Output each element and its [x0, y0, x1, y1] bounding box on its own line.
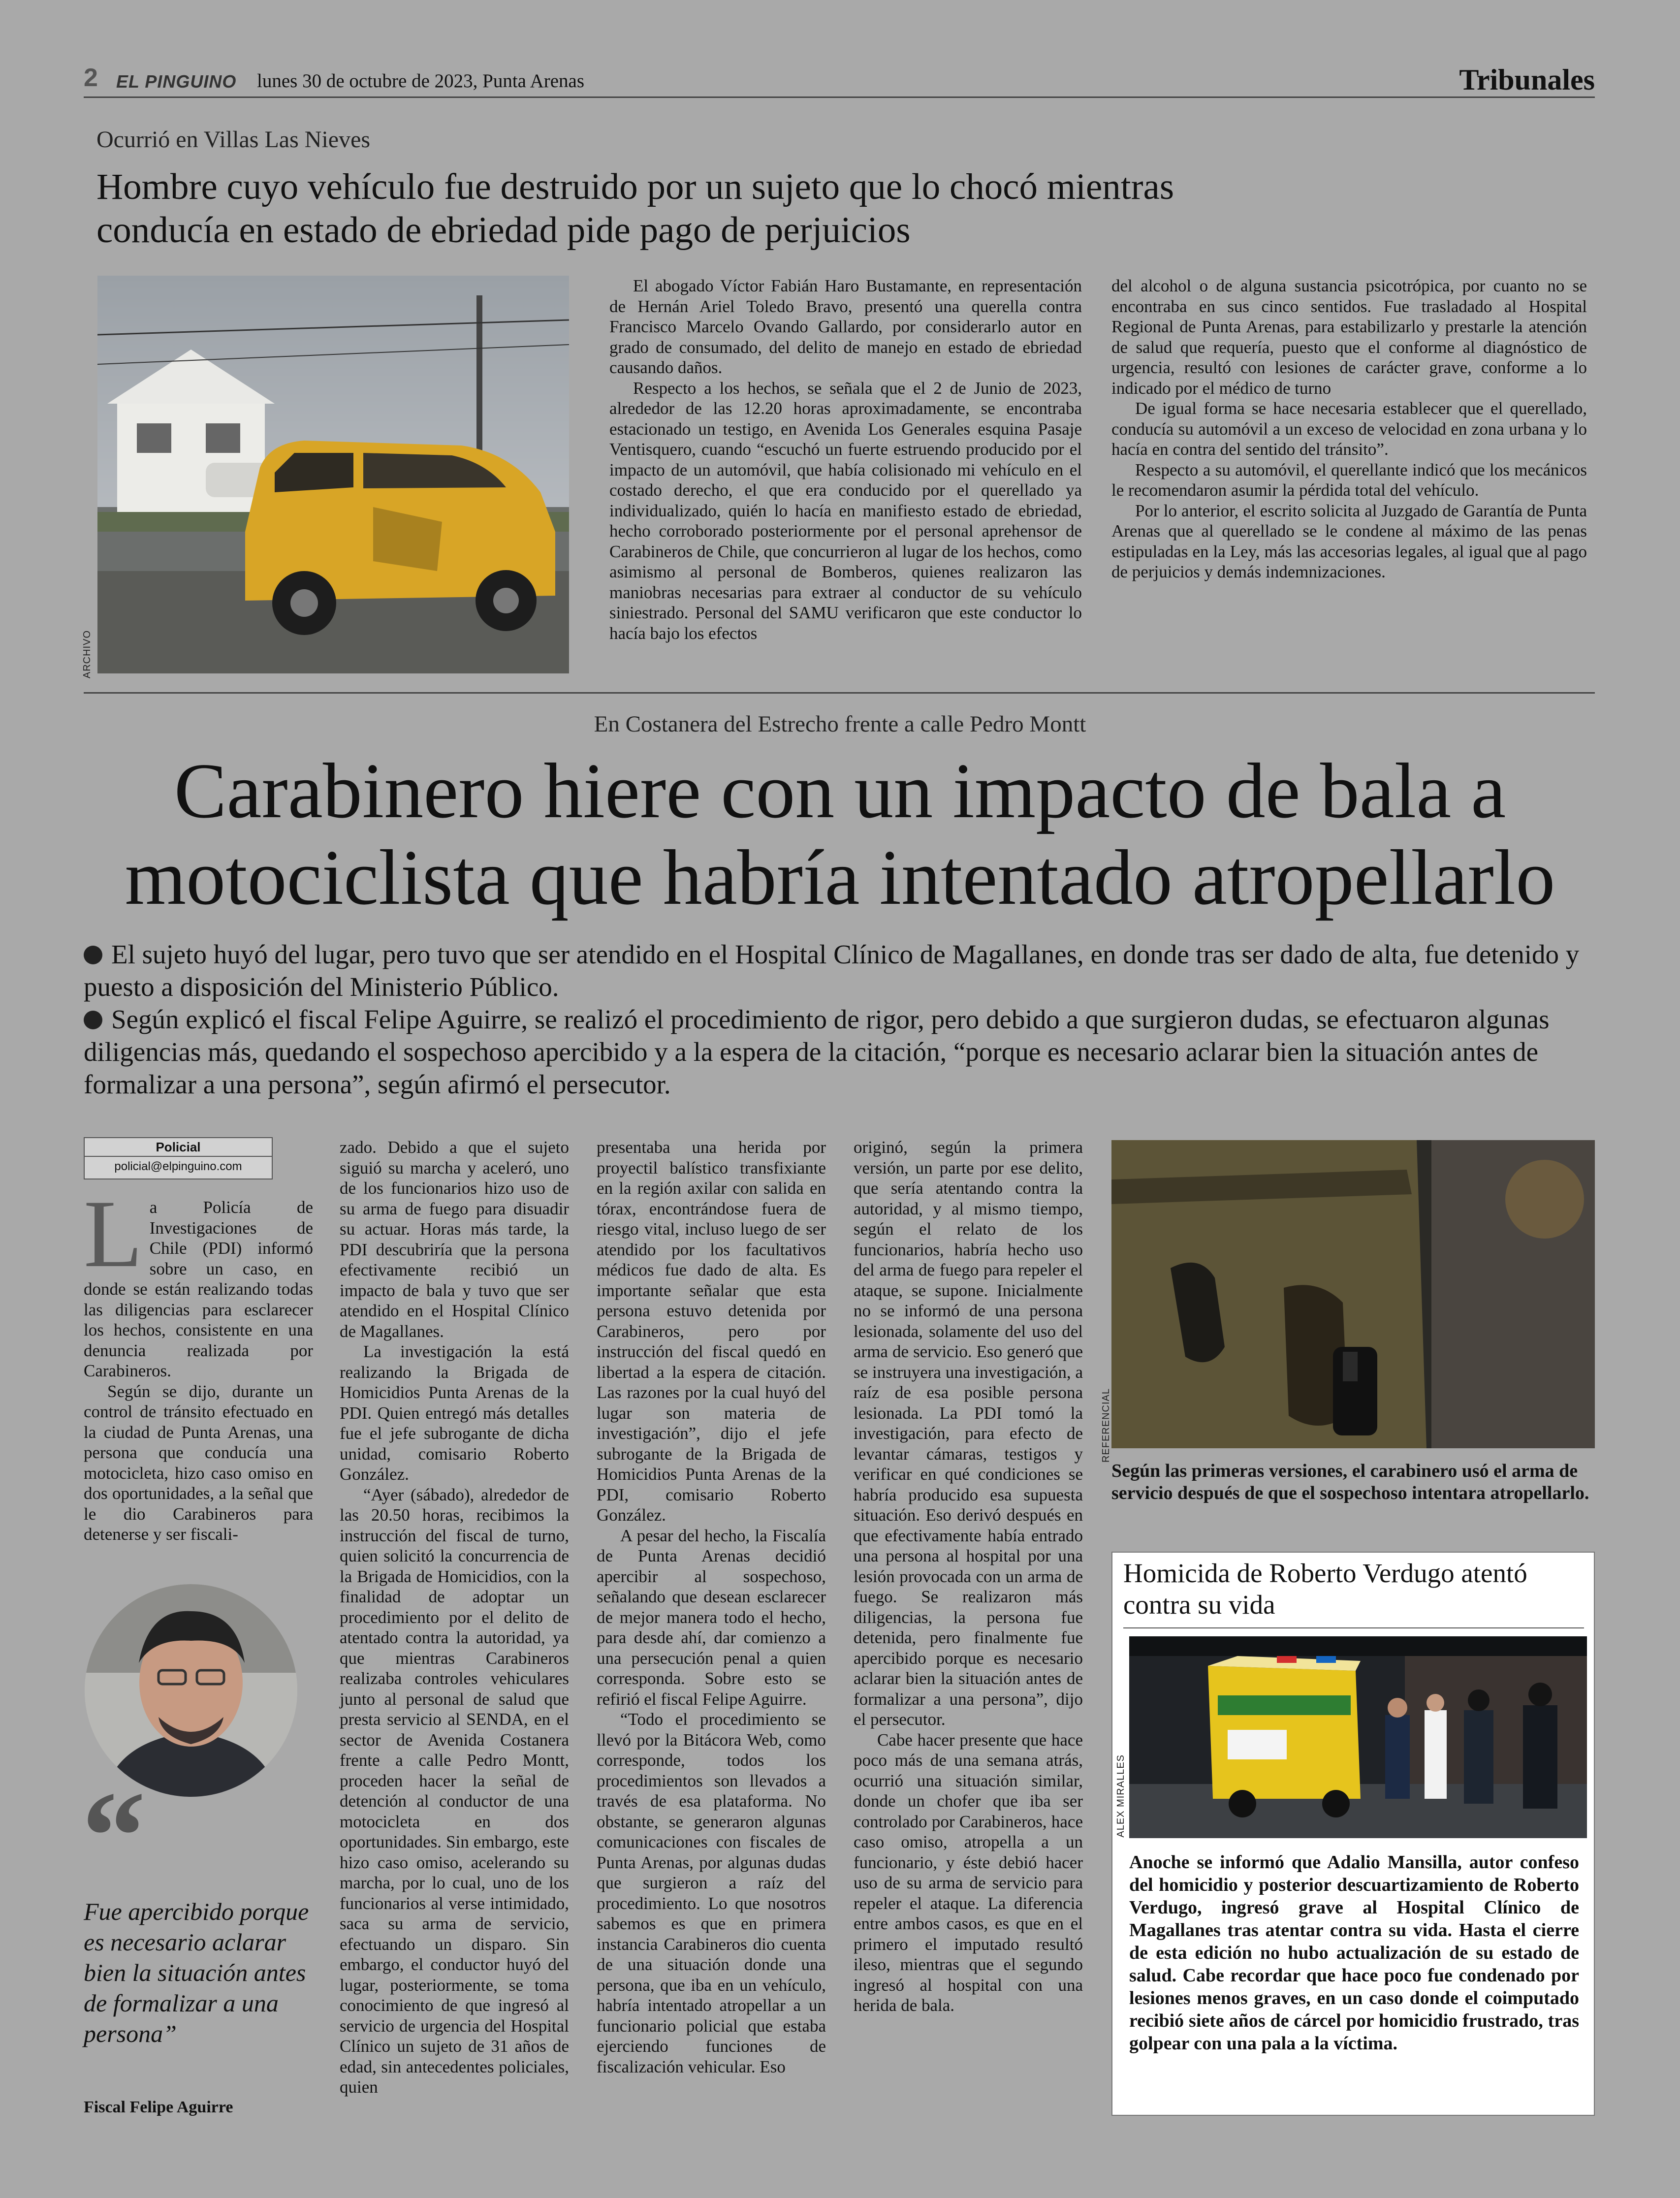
page-header [84, 63, 1595, 97]
article2-col3-paragraph: A pesar del hecho, la Fiscalía de Punta Arenas decidió apercibir al sospechoso, señalando que desean esclarecer de mejor manera todo el hecho, para desde ahí, dar comienzo a una persecución penal a quien corresponda. Sobre esto se refirió el fiscal Felipe Aguirre. [597, 1526, 826, 1709]
article1-col1-paragraph: El abogado Víctor Fabián Haro Bustamante, en representación de Hernán Ariel Toledo Bravo, presentó una querella contra Francisco Marcelo Ovando Gallardo, por considerarlo autor en grado de consumado, del delito de manejo en estado de ebriedad causando daños. [609, 276, 1082, 377]
date-line: lunes 30 de octubre de 2023, Punta Arenas [257, 70, 585, 92]
byline-box [84, 1137, 273, 1179]
bullet-dot-icon [84, 946, 102, 964]
article1-photo [97, 276, 569, 673]
article2-photo-caption: Según las primeras versiones, el carabinero usó el arma de servicio después de que el sospechoso intentara atropellarlo. [1111, 1461, 1589, 1503]
article2-column-2 [340, 1137, 569, 2098]
article1-column-2 [1111, 276, 1587, 582]
article2-column-3 [597, 1137, 826, 2077]
page-number: 2 [84, 64, 98, 92]
article2-col2-paragraph: La investigación la está realizando la Brigada de Homicidios Punta Arenas de la PDI. Quien entregó más detalles fue el jefe subrogante de dicha unidad, comisario Roberto González. [340, 1342, 569, 1484]
article1-col2-paragraph: Por lo anterior, el escrito solicita al Juzgado de Garantía de Punta Arenas que al querellado se le condene al máximo de las penas estipuladas en la Ley, más las accesorias legales, al igual que al pago de perjuicios y demás indemnizaciones. [1111, 501, 1587, 581]
article2-photo [1111, 1140, 1595, 1448]
carabinero-holster-image [1111, 1140, 1595, 1448]
header-rule [84, 96, 1595, 98]
sidebar-photo-credit: ALEX MIRALLES [1115, 1754, 1126, 1838]
ambulance-night-image [1129, 1636, 1587, 1838]
article2-col2-paragraph: “Ayer (sábado), alrededor de las 20.50 horas, recibimos la instrucción del fiscal de turno, quien solicitó la concurrencia de la Brigada de Homicidios, con la finalidad de adoptar un procedimiento por el delito de atentado contra la autoridad, ya que mientras Carabineros realizaba controles vehiculares junto al personal de salud que presta servicio al SENDA, en el sector de Avenida Costanera frente a calle Pedro Montt, proceden hacer la señal de detención al conductor de una motocicleta en dos oportunidades. Sin embargo, este hizo caso omiso, acelerando su marcha, por lo cual, uno de los funcionarios al verse intimidado, saca su arma de servicio, efectuando un disparo. Sin embargo, el conductor huyó del lugar, posteriormente, se toma conocimiento de que ingresó al servicio de urgencia del Hospital Clínico un sujeto de 31 años de edad, sin antecedentes policiales, quien [340, 1485, 569, 2097]
article1-col2-paragraph: del alcohol o de alguna sustancia psicotrópica, por cuanto no se encontraba en sus cinco sentidos. Fue trasladado al Hospital Regional de Punta Arenas, para estabilizarlo y prestarle la atención de salud que requería, puesto que el conforme al diagnóstico de urgencia, resultó con lesiones de carácter grave, conforme a lo indicado por el médico de turno [1111, 276, 1587, 398]
article2-col3-paragraph: presentaba una herida por proyectil balístico transfixiante en la región axilar con salida en tórax, encontrándose fuera de riesgo vital, incluso luego de ser atendido por los facultativos médicos fue dado de alta. Es importante señalar que esta persona estuvo detenida por Carabineros, pero por instrucción del fiscal quedó en libertad a la espera de citación. Las razones por la cual huyó del lugar son materia de investigación”, dijo el jefe subrogante de la Brigada de Homicidios Punta Arenas de la PDI, comisario Roberto González. [597, 1138, 826, 1525]
article1-col1-paragraph: Respecto a los hechos, se señala que el 2 de Junio de 2023, alrededor de las 12.20 horas aproximadamente, se encontraba estacionado un testigo, en Avenida Los Generales esquina Pasaje Ventisquero, cuando “escuchó un fuerte estruendo producido por el impacto de un automóvil, que había colisionado mi vehículo en el costado derecho, el que era conducido por el querellado ya individualizado, quién lo hacía en manifiesto estado de ebriedad, hecho corroborado posteriormente por el personal aprehensor de Carabineros de Chile, que concurrieron al lugar de los hechos, como asimismo al personal de Bomberos, quienes realizaron las maniobras necesarias para extraer al conductor de su vehículo siniestrado. Personal del SAMU verificaron que este conductor lo hacía bajo los efectos [609, 378, 1082, 643]
article2-headline-line2: motociclista que habría intentado atropellarlo [125, 833, 1555, 921]
sidebar-title: Homicida de Roberto Verdugo atentó contra su vida [1123, 1558, 1527, 1620]
section-title: Tribunales [1459, 64, 1595, 96]
article1-col2-paragraph: Respecto a su automóvil, el querellante indicó que los mecánicos le recomendaron asumir la pérdida total del vehículo. [1111, 460, 1587, 500]
paper-name: EL PINGUINO [116, 71, 237, 92]
article1-kicker: Ocurrió en Villas Las Nieves [96, 127, 371, 153]
bullet-item [84, 938, 1590, 1003]
pull-quote: Fue apercibido porque es necesario aclarar bien la situación antes de formalizar a una persona” [84, 1898, 309, 2047]
sidebar-body: Anoche se informó que Adalio Mansilla, autor confeso del homicidio y posterior descuartizamiento de Roberto Verdugo, ingresó grave al Hospital Clínico de Magallanes tras atentar contra su vida. Hasta el cierre de esta edición no hubo actualización de su estado de salud. Cabe recordar que hace poco fue condenado por lesiones menos graves, en un caso donde el coimputado recibió siete años de cárcel por homicidio frustrado, tras golpear con una pala a la víctima. [1129, 1852, 1579, 2054]
article2-col4-paragraph: originó, según la primera versión, un parte por ese delito, que sería atentando contra la autoridad, y al mismo tiempo, según el relato de los funcionarios, habría hecho uso del arma de fuego para repeler el ataque, se supone. Inicialmente no se informó de una persona lesionada, solamente del uso del arma de servicio. Eso generó que se instruyera una investigación, a raíz de esa posible persona lesionada. La PDI tomó la investigación, para efecto de levantar cámaras, testigos y verificar en qué condiciones se habría producido esa supuesta situación. Eso derivó después en que efectivamente había entrado una persona al hospital por una lesión provocada con un arma de fuego. Se realizaron más diligencias, la persona fue detenida, pero finalmente fue apercibido porque es necesario aclarar bien la situación antes de formalizar a una persona”, dijo el persecutor. [854, 1138, 1083, 1729]
byline-email: policial@elpinguino.com [114, 1160, 242, 1173]
section-divider [84, 692, 1595, 694]
sidebar-title-rule [1123, 1627, 1584, 1628]
article2-kicker: En Costanera del Estrecho frente a calle Pedro Montt [594, 711, 1086, 737]
bullet-dot-icon [84, 1011, 102, 1029]
article2-column-4 [854, 1137, 1083, 2016]
bullet-text: Según explicó el fiscal Felipe Aguirre, se realizó el procedimiento de rigor, pero debido a que surgieron dudas, se efectuaron algunas diligencias más, quedando el sospechoso apercibido y a la espera de la citación, “porque es necesario aclarar bien la situación antes de formalizar a una persona”, según afirmó el persecutor. [84, 1004, 1550, 1099]
byline-title: Policial [85, 1138, 272, 1157]
bullet-item [84, 1003, 1590, 1101]
article2-photo-credit: REFERENCIAL [1101, 1388, 1111, 1463]
article2-col1-paragraph: Según se dijo, durante un control de tránsito efectuado en la ciudad de Punta Arenas, una persona que conducía una motocicleta, hizo caso omiso en dos oportunidades, a la señal que le dio Carabineros para detenerse y ser fiscali- [84, 1381, 313, 1544]
article2-bullets [84, 938, 1590, 1101]
yellow-van-crash-image [97, 276, 569, 673]
sidebar-box [1111, 1552, 1595, 2116]
article2-col3-paragraph: “Todo el procedimiento se llevó por la Bitácora Web, como corresponde, todos los procedimientos son llevados a través de esa plataforma. No obstante, se generaron algunas comunicaciones con fiscales de Punta Arenas, por algunas dudas que surgieron a raíz del procedimiento. Lo que nosotros sabemos es que en primera instancia Carabineros dio cuenta de una situación donde una persona, que iba en un vehículo, habría intentado atropellar a un funcionario policial que estaba ejerciendo funciones de fiscalización vehicular. Eso [597, 1710, 826, 2076]
quote-mark-icon: “ [82, 1765, 146, 1907]
sidebar-photo [1129, 1636, 1587, 1838]
article1-col2-paragraph: De igual forma se hace necesaria establecer que el querellado, conducía su automóvil a un exceso de velocidad en zona urbana y lo hacía en contra del sentido del tránsito”. [1111, 399, 1587, 459]
article1-column-1 [609, 276, 1082, 643]
article2-col4-paragraph: Cabe hacer presente que hace poco más de una semana atrás, ocurrió una situación similar, donde un chofer que iba ser controlado por Carabineros, hace caso omiso, atropella a un funcionario, y éste debió hacer uso de su arma de servicio para repeler el ataque. La diferencia entre ambos casos, es que en el primero el imputado resultó ileso, mientras que el segundo ingresó al hospital con una herida de bala. [854, 1730, 1083, 2015]
article2-col1-paragraph: a Policía de Investigaciones de Chile (PDI) informó sobre un caso, en donde se están realizando todas las diligencias para esclarecer los hechos, consistente en una denuncia realizada por Carabineros. [84, 1198, 313, 1380]
quote-author: Fiscal Felipe Aguirre [84, 2098, 233, 2116]
article1-photo-credit: ARCHIVO [82, 630, 93, 679]
article2-col2-paragraph: zado. Debido a que el sujeto siguió su marcha y aceleró, uno de los funcionarios hizo uso de su arma de fuego para disuadir su actuar. Horas más tarde, la PDI descubriría que la persona efectivamente recibió un impacto de bala y tuvo que ser atendido en el Hospital Clínico de Magallanes. [340, 1138, 569, 1341]
article1-headline: Hombre cuyo vehículo fue destruido por un sujeto que lo chocó mientras conducía en estado de ebriedad pide pago de perjuicios [96, 166, 1174, 251]
article2-headline-line1: Carabinero hiere con un impacto de bala a [174, 747, 1506, 834]
drop-cap: L [84, 1180, 143, 1287]
bullet-text: El sujeto huyó del lugar, pero tuvo que ser atendido en el Hospital Clínico de Magallanes, en donde tras ser dado de alta, fue detenido y puesto a disposición del Ministerio Público. [84, 939, 1580, 1002]
article2-column-1 [84, 1180, 313, 1545]
